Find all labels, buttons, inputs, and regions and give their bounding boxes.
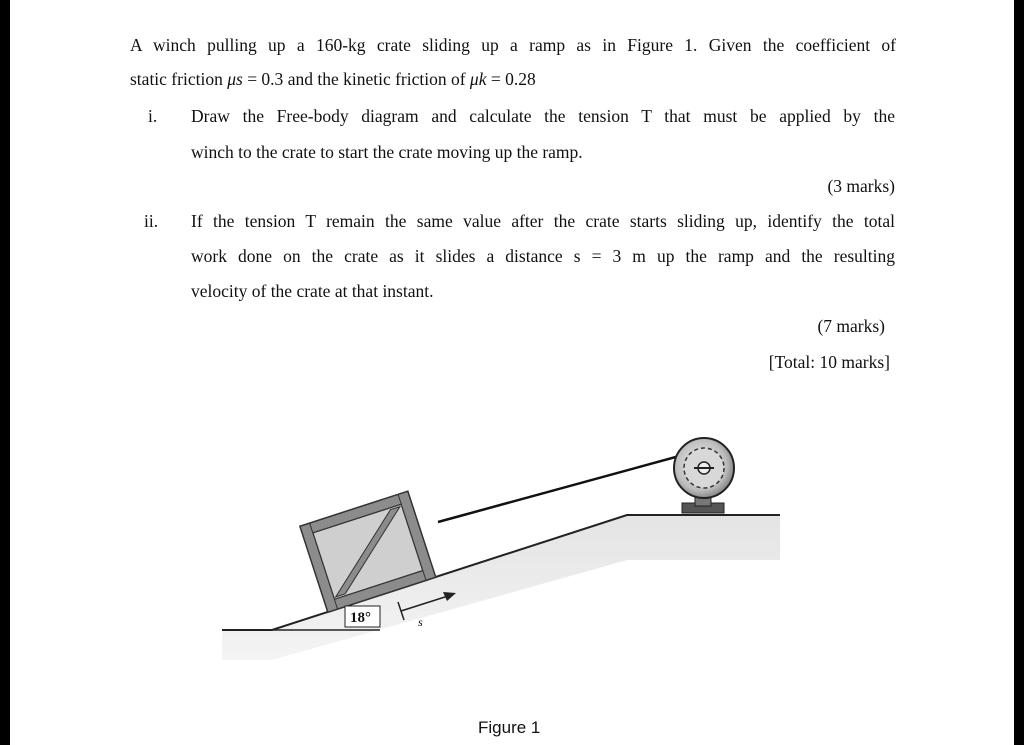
part-ii-line-1: If the tension T remain the same value after the crate starts sliding up, identify the total [191, 211, 895, 231]
part-ii-line-3: velocity of the crate at that instant. [191, 281, 434, 301]
angle-label: 18° [350, 610, 371, 626]
winch-cable [438, 452, 694, 522]
ramp-figure [10, 0, 1014, 745]
figure-caption: Figure 1 [478, 718, 541, 737]
part-ii-line-2: work done on the crate as it slides a distance s = 3 m up the ramp and the resulting [191, 246, 895, 266]
part-i-line-2: winch to the crate to start the crate moving up the ramp. [191, 142, 583, 162]
part-i-number: i. [148, 106, 158, 126]
intro-line-1: A winch pulling up a 160-kg crate sliding up a ramp as in Figure 1. Given the coefficient of [130, 35, 896, 55]
mu-k-symbol: μk [469, 69, 487, 89]
part-i-line-1: Draw the Free-body diagram and calculate the tension T that must be applied by the [191, 106, 895, 126]
document-page [10, 0, 1014, 745]
distance-label: s [418, 615, 423, 629]
part-ii-number: ii. [144, 211, 159, 231]
mu-k-value: = 0.28 [490, 69, 536, 89]
mu-s-symbol: μs [227, 69, 243, 89]
winch [674, 438, 734, 513]
intro-prefix: static friction [130, 69, 223, 89]
part-ii-marks: (7 marks) [817, 316, 885, 336]
total-marks: [Total: 10 marks] [768, 352, 890, 372]
part-i-marks: (3 marks) [827, 176, 895, 196]
intro-middle: and the kinetic friction of [287, 69, 466, 89]
mu-s-value: = 0.3 [247, 69, 284, 89]
